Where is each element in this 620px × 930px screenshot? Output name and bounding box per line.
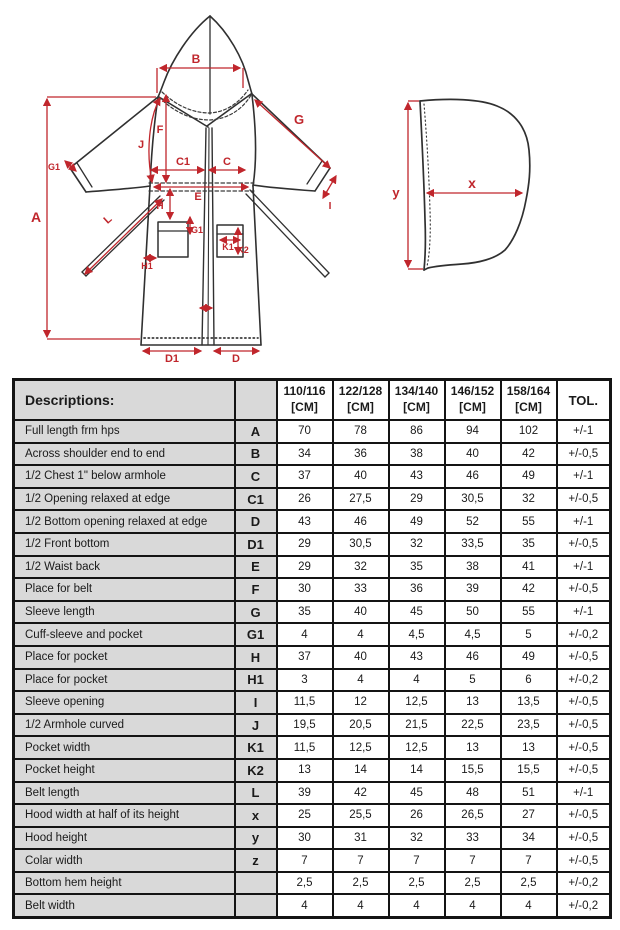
row-code: K1 xyxy=(235,736,277,759)
tolerance-header: TOL. xyxy=(557,380,611,421)
row-value: 42 xyxy=(501,443,557,466)
row-value: 26 xyxy=(277,488,333,511)
row-value: 34 xyxy=(501,827,557,850)
dim-label-c1: C1 xyxy=(175,156,191,168)
dim-label-g1-cuff: G1 xyxy=(47,162,61,172)
row-value: 43 xyxy=(277,510,333,533)
row-value: 13,5 xyxy=(501,691,557,714)
row-value: 31 xyxy=(333,827,389,850)
row-value: 45 xyxy=(389,782,445,805)
row-value: 7 xyxy=(277,849,333,872)
size-column-header xyxy=(445,380,501,421)
dim-label-y: y xyxy=(392,185,400,200)
row-value: 30,5 xyxy=(333,533,389,556)
row-value: 33,5 xyxy=(445,533,501,556)
table-row xyxy=(14,804,611,827)
dim-label-h: H xyxy=(156,201,164,212)
row-code: z xyxy=(235,849,277,872)
row-value: 102 xyxy=(501,420,557,443)
row-value: 36 xyxy=(389,578,445,601)
row-description: Bottom hem height xyxy=(14,872,235,895)
row-code: G xyxy=(235,601,277,624)
table-row xyxy=(14,465,611,488)
row-value: 5 xyxy=(501,623,557,646)
size-unit: [CM] xyxy=(515,400,542,414)
row-tolerance: +/-1 xyxy=(557,782,611,805)
row-value: 94 xyxy=(445,420,501,443)
row-value: 51 xyxy=(501,782,557,805)
garment-diagram xyxy=(0,0,620,374)
size-label: 146/152 xyxy=(450,384,495,399)
size-label: 110/116 xyxy=(283,384,326,399)
row-value: 32 xyxy=(389,827,445,850)
table-row xyxy=(14,443,611,466)
row-description: Pocket height xyxy=(14,759,235,782)
row-tolerance: +/-0,5 xyxy=(557,759,611,782)
table-row xyxy=(14,782,611,805)
row-value: 4,5 xyxy=(445,623,501,646)
row-value: 15,5 xyxy=(501,759,557,782)
row-value: 55 xyxy=(501,601,557,624)
row-value: 13 xyxy=(277,759,333,782)
row-value: 11,5 xyxy=(277,691,333,714)
row-description: Colar width xyxy=(14,849,235,872)
row-description: Place for pocket xyxy=(14,646,235,669)
row-code: H xyxy=(235,646,277,669)
row-value: 33 xyxy=(333,578,389,601)
row-description: Full length frm hps xyxy=(14,420,235,443)
row-tolerance: +/-1 xyxy=(557,556,611,579)
row-code xyxy=(235,894,277,917)
row-value: 49 xyxy=(501,646,557,669)
row-value: 49 xyxy=(501,465,557,488)
row-value: 38 xyxy=(445,556,501,579)
dim-label-k2: K2 xyxy=(237,245,249,255)
row-tolerance: +/-0,2 xyxy=(557,669,611,692)
row-tolerance: +/-0,5 xyxy=(557,443,611,466)
row-tolerance: +/-0,5 xyxy=(557,533,611,556)
row-description: Pocket width xyxy=(14,736,235,759)
row-tolerance: +/-1 xyxy=(557,601,611,624)
row-value: 2,5 xyxy=(501,872,557,895)
size-column-header xyxy=(277,380,333,421)
row-value: 30 xyxy=(277,578,333,601)
table-row xyxy=(14,488,611,511)
row-code: G1 xyxy=(235,623,277,646)
table-row xyxy=(14,601,611,624)
size-unit: [CM] xyxy=(347,400,374,414)
table-row xyxy=(14,578,611,601)
row-value: 12 xyxy=(333,691,389,714)
measurement-table xyxy=(12,378,612,919)
row-value: 12,5 xyxy=(389,691,445,714)
row-description: Place for pocket xyxy=(14,669,235,692)
row-value: 32 xyxy=(501,488,557,511)
row-value: 14 xyxy=(389,759,445,782)
dim-label-f: F xyxy=(156,124,164,136)
row-value: 35 xyxy=(389,556,445,579)
row-value: 7 xyxy=(501,849,557,872)
row-description: 1/2 Front bottom xyxy=(14,533,235,556)
row-value: 4 xyxy=(501,894,557,917)
row-description: Sleeve length xyxy=(14,601,235,624)
table-row xyxy=(14,827,611,850)
size-unit: [CM] xyxy=(291,400,318,414)
size-unit: [CM] xyxy=(403,400,430,414)
row-description: 1/2 Armhole curved xyxy=(14,714,235,737)
row-tolerance: +/-0,5 xyxy=(557,804,611,827)
row-value: 6 xyxy=(501,669,557,692)
row-value: 39 xyxy=(277,782,333,805)
row-description: Hood width at half of its height xyxy=(14,804,235,827)
row-value: 46 xyxy=(445,646,501,669)
row-value: 50 xyxy=(445,601,501,624)
row-value: 43 xyxy=(389,646,445,669)
row-code: C1 xyxy=(235,488,277,511)
row-value: 19,5 xyxy=(277,714,333,737)
row-tolerance: +/-0,5 xyxy=(557,827,611,850)
row-value: 4 xyxy=(389,894,445,917)
row-code: y xyxy=(235,827,277,850)
row-tolerance: +/-0,5 xyxy=(557,714,611,737)
dim-label-g: G xyxy=(293,112,305,127)
table-row xyxy=(14,714,611,737)
row-value: 7 xyxy=(333,849,389,872)
dim-label-l: L xyxy=(101,213,115,227)
row-value: 4 xyxy=(333,669,389,692)
row-value: 4 xyxy=(333,623,389,646)
table-row xyxy=(14,759,611,782)
row-value: 29 xyxy=(389,488,445,511)
table-row xyxy=(14,849,611,872)
row-tolerance: +/-0,2 xyxy=(557,623,611,646)
row-value: 21,5 xyxy=(389,714,445,737)
row-description: Sleeve opening xyxy=(14,691,235,714)
row-value: 7 xyxy=(389,849,445,872)
row-value: 3 xyxy=(277,669,333,692)
table-row xyxy=(14,556,611,579)
row-value: 25,5 xyxy=(333,804,389,827)
row-description: Belt width xyxy=(14,894,235,917)
row-value: 29 xyxy=(277,533,333,556)
table-row xyxy=(14,872,611,895)
row-value: 78 xyxy=(333,420,389,443)
table-row xyxy=(14,510,611,533)
row-code: I xyxy=(235,691,277,714)
row-value: 23,5 xyxy=(501,714,557,737)
dim-label-x: x xyxy=(468,175,476,191)
row-code: A xyxy=(235,420,277,443)
row-value: 13 xyxy=(445,691,501,714)
row-tolerance: +/-0,5 xyxy=(557,646,611,669)
size-label: 158/164 xyxy=(506,384,551,399)
row-value: 42 xyxy=(501,578,557,601)
dim-label-c: C xyxy=(223,156,231,168)
row-value: 29 xyxy=(277,556,333,579)
row-value: 40 xyxy=(445,443,501,466)
row-value: 2,5 xyxy=(277,872,333,895)
dim-label-b: B xyxy=(191,52,201,66)
row-tolerance: +/-0,5 xyxy=(557,849,611,872)
row-tolerance: +/-0,5 xyxy=(557,488,611,511)
table-row xyxy=(14,894,611,917)
table-row xyxy=(14,623,611,646)
row-code: D xyxy=(235,510,277,533)
row-value: 49 xyxy=(389,510,445,533)
size-label: 122/128 xyxy=(338,384,383,399)
row-description: Cuff-sleeve and pocket xyxy=(14,623,235,646)
row-value: 2,5 xyxy=(389,872,445,895)
row-value: 30,5 xyxy=(445,488,501,511)
row-value: 32 xyxy=(389,533,445,556)
row-code: K2 xyxy=(235,759,277,782)
row-value: 4 xyxy=(277,623,333,646)
row-value: 40 xyxy=(333,601,389,624)
row-value: 11,5 xyxy=(277,736,333,759)
row-value: 38 xyxy=(389,443,445,466)
row-value: 35 xyxy=(501,533,557,556)
row-value: 4 xyxy=(277,894,333,917)
row-value: 40 xyxy=(333,646,389,669)
row-description: 1/2 Opening relaxed at edge xyxy=(14,488,235,511)
row-value: 26,5 xyxy=(445,804,501,827)
row-value: 55 xyxy=(501,510,557,533)
dim-label-a: A xyxy=(30,209,42,225)
row-code: C xyxy=(235,465,277,488)
row-code: E xyxy=(235,556,277,579)
row-value: 32 xyxy=(333,556,389,579)
row-value: 2,5 xyxy=(445,872,501,895)
table-row xyxy=(14,646,611,669)
dim-label-i: I xyxy=(328,201,332,212)
row-value: 27 xyxy=(501,804,557,827)
row-value: 45 xyxy=(389,601,445,624)
row-value: 35 xyxy=(277,601,333,624)
table-row xyxy=(14,420,611,443)
table-row xyxy=(14,691,611,714)
row-value: 13 xyxy=(445,736,501,759)
row-value: 7 xyxy=(445,849,501,872)
table-row xyxy=(14,669,611,692)
row-value: 15,5 xyxy=(445,759,501,782)
row-value: 39 xyxy=(445,578,501,601)
row-value: 46 xyxy=(445,465,501,488)
row-value: 4 xyxy=(333,894,389,917)
row-value: 42 xyxy=(333,782,389,805)
row-value: 4 xyxy=(389,669,445,692)
size-unit: [CM] xyxy=(459,400,486,414)
row-value: 41 xyxy=(501,556,557,579)
row-tolerance: +/-1 xyxy=(557,510,611,533)
row-description: Belt length xyxy=(14,782,235,805)
row-value: 13 xyxy=(501,736,557,759)
row-description: Hood height xyxy=(14,827,235,850)
dim-label-j: J xyxy=(137,139,145,151)
row-description: 1/2 Chest 1" below armhole xyxy=(14,465,235,488)
dim-label-e: E xyxy=(194,191,202,203)
dim-label-k1: K1 xyxy=(222,242,234,252)
row-value: 48 xyxy=(445,782,501,805)
row-description: 1/2 Bottom opening relaxed at edge xyxy=(14,510,235,533)
row-value: 70 xyxy=(277,420,333,443)
dimension-lines xyxy=(47,68,336,351)
row-code: H1 xyxy=(235,669,277,692)
dim-label-d: D xyxy=(232,353,240,365)
row-value: 12,5 xyxy=(333,736,389,759)
row-value: 33 xyxy=(445,827,501,850)
row-code xyxy=(235,872,277,895)
row-code: x xyxy=(235,804,277,827)
row-tolerance: +/-0,2 xyxy=(557,894,611,917)
row-value: 37 xyxy=(277,646,333,669)
size-label: 134/140 xyxy=(394,384,439,399)
table-row xyxy=(14,736,611,759)
row-value: 52 xyxy=(445,510,501,533)
row-tolerance: +/-0,5 xyxy=(557,578,611,601)
table-row xyxy=(14,533,611,556)
descriptions-header: Descriptions: xyxy=(14,380,235,421)
row-value: 46 xyxy=(333,510,389,533)
row-value: 40 xyxy=(333,465,389,488)
row-value: 12,5 xyxy=(389,736,445,759)
row-value: 20,5 xyxy=(333,714,389,737)
row-value: 26 xyxy=(389,804,445,827)
row-value: 25 xyxy=(277,804,333,827)
row-description: Place for belt xyxy=(14,578,235,601)
row-value: 27,5 xyxy=(333,488,389,511)
size-column-header xyxy=(501,380,557,421)
row-description: Across shoulder end to end xyxy=(14,443,235,466)
row-value: 30 xyxy=(277,827,333,850)
row-value: 5 xyxy=(445,669,501,692)
dim-label-d1: D1 xyxy=(164,353,180,365)
table-header-row xyxy=(14,380,611,421)
dim-label-g1-pocket: G1 xyxy=(190,225,204,235)
row-tolerance: +/-1 xyxy=(557,465,611,488)
row-value: 4,5 xyxy=(389,623,445,646)
row-code: D1 xyxy=(235,533,277,556)
row-value: 86 xyxy=(389,420,445,443)
row-value: 2,5 xyxy=(333,872,389,895)
row-code: J xyxy=(235,714,277,737)
row-code: F xyxy=(235,578,277,601)
row-description: 1/2 Waist back xyxy=(14,556,235,579)
code-header xyxy=(235,380,277,421)
row-tolerance: +/-0,5 xyxy=(557,736,611,759)
size-column-header xyxy=(389,380,445,421)
row-code: L xyxy=(235,782,277,805)
row-value: 14 xyxy=(333,759,389,782)
row-value: 36 xyxy=(333,443,389,466)
dim-label-h1: H1 xyxy=(141,261,153,271)
row-tolerance: +/-1 xyxy=(557,420,611,443)
row-tolerance: +/-0,2 xyxy=(557,872,611,895)
row-value: 34 xyxy=(277,443,333,466)
row-value: 37 xyxy=(277,465,333,488)
row-code: B xyxy=(235,443,277,466)
size-column-header xyxy=(333,380,389,421)
row-tolerance: +/-0,5 xyxy=(557,691,611,714)
row-value: 43 xyxy=(389,465,445,488)
row-value: 22,5 xyxy=(445,714,501,737)
garment-diagram-svg xyxy=(0,0,620,374)
row-value: 4 xyxy=(445,894,501,917)
